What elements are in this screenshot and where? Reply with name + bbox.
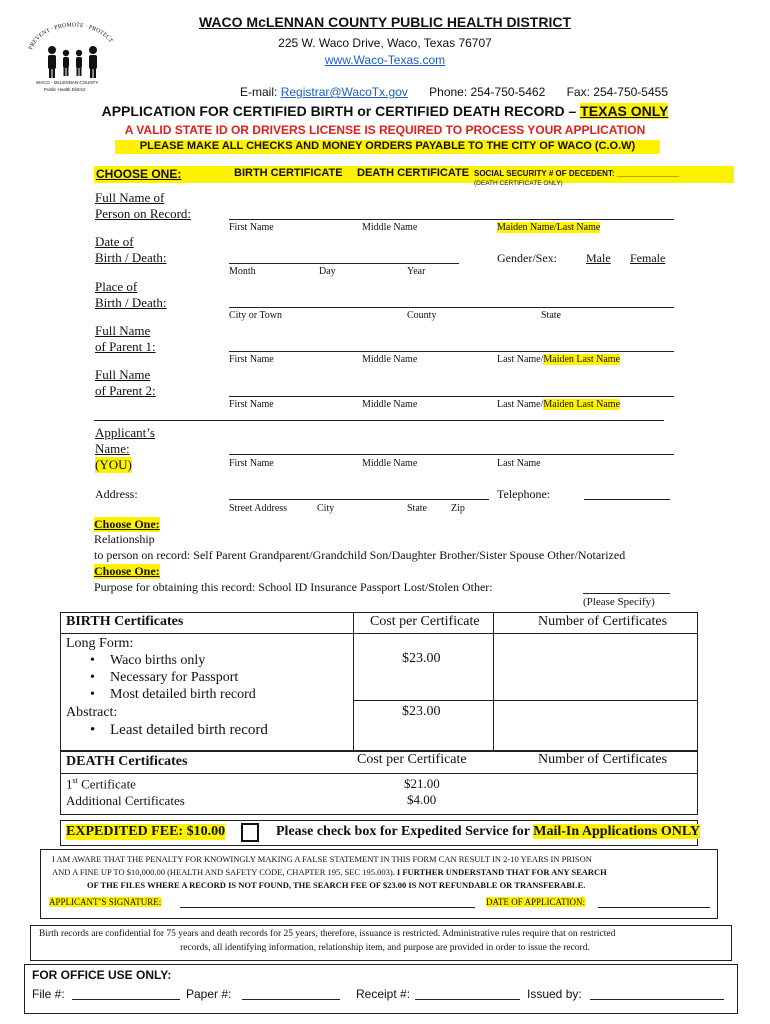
parent2-last-caption: Last Name/Maiden Last Name	[497, 399, 621, 410]
birth-count-input[interactable]	[495, 634, 695, 749]
parent2-line[interactable]	[229, 396, 674, 397]
abstract-list	[66, 722, 268, 739]
maiden-last-caption: Maiden Name/Last Name	[497, 222, 601, 233]
email-label: E-mail:	[240, 85, 278, 99]
state-caption: State	[541, 310, 561, 321]
parent2-first-caption: First Name	[229, 399, 274, 410]
middle-name-caption: Middle Name	[362, 222, 418, 233]
applicant-line[interactable]	[229, 454, 674, 455]
purpose-choose-label: Choose One:	[94, 564, 160, 578]
paper-line[interactable]	[242, 999, 340, 1000]
other-purpose-line[interactable]	[583, 593, 670, 594]
penalty-line2: AND A FINE UP TO $10,000.00 (HEALTH AND SAFETY CODE, CHAPTER 195, SEC 195.003). I FURTHER UNDERSTAND THAT FOR ANY SEARCH	[52, 867, 607, 877]
form-title	[0, 103, 770, 119]
file-line[interactable]	[72, 999, 180, 1000]
birth-certificate-option[interactable]: BIRTH CERTIFICATE	[234, 167, 343, 179]
first-certificate-label: 1st Certificate	[66, 776, 136, 792]
parent2-label: Full Name of Parent 2:	[95, 367, 156, 398]
place-line[interactable]	[229, 307, 674, 308]
ssn-field[interactable]: SOCIAL SECURITY # OF DECEDENT: ______________	[474, 169, 680, 178]
list-item: • Least detailed birth record	[66, 722, 268, 739]
death-cost-header: Cost per Certificate	[357, 752, 467, 767]
additional-certificates-label: Additional Certificates	[66, 793, 185, 808]
purpose-options[interactable]: Purpose for obtaining this record: School ID Insurance Passport Lost/Stolen Other:	[94, 580, 493, 594]
issued-line[interactable]	[590, 999, 724, 1000]
logo-arc-text: PREVENT · PROMOTE · PROTECT	[28, 22, 114, 51]
expedited-fee: EXPEDITED FEE: $10.00	[66, 824, 226, 839]
expedited-checkbox[interactable]	[241, 823, 259, 842]
logo-org-line1: WACO - McLENNAN COUNTY	[36, 80, 99, 85]
form-title-main: APPLICATION FOR CERTIFIED BIRTH or CERTIFIED DEATH RECORD –	[101, 103, 581, 119]
issued-label: Issued by:	[527, 987, 582, 1001]
full-name-label: Full Name of Person on Record:	[95, 190, 192, 221]
city-town-caption: City or Town	[229, 310, 283, 321]
year-caption: Year	[407, 266, 426, 277]
gender-label: Gender/Sex:	[497, 251, 557, 265]
signature-label: APPLICANT’S SIGNATURE:	[49, 897, 162, 907]
receipt-label: Receipt #:	[356, 987, 411, 1001]
telephone-line[interactable]	[584, 499, 670, 500]
street-caption: Street Address	[229, 503, 288, 514]
office-use-heading: FOR OFFICE USE ONLY:	[32, 968, 172, 982]
month-caption: Month	[229, 266, 256, 277]
org-name: WACO McLENNAN COUNTY PUBLIC HEALTH DISTRICT	[198, 14, 572, 30]
state2-caption: State	[407, 503, 427, 514]
city-caption: City	[317, 503, 335, 514]
birth-cost-header: Cost per Certificate	[370, 614, 480, 629]
list-item: • Necessary for Passport	[66, 669, 256, 686]
long-form-label: Long Form:	[66, 636, 134, 651]
org-address: 225 W. Waco Drive, Waco, Texas 76707	[278, 36, 492, 50]
fax-text: Fax: 254-750-5455	[566, 85, 668, 99]
id-notice: A VALID STATE ID OR DRIVERS LICENSE IS REQUIRED TO PROCESS YOUR APPLICATION	[124, 123, 646, 137]
ssn-note: (DEATH CERTIFICATE ONLY)	[474, 180, 563, 187]
telephone-label: Telephone:	[497, 487, 551, 501]
penalty-line1: I AM AWARE THAT THE PENALTY FOR KNOWINGLY MAKING A FALSE STATEMENT IN THIS FORM CAN RESULT IN 2-10 YEARS IN PRISON	[52, 854, 592, 864]
birth-heading: BIRTH Certificates	[66, 614, 184, 629]
date-label: Date of Birth / Death:	[95, 234, 167, 265]
long-form-cost: $23.00	[402, 651, 441, 666]
email-link[interactable]: Registrar@WacoTx.gov	[280, 85, 408, 99]
please-specify-caption: (Please Specify)	[583, 596, 655, 608]
female-option[interactable]: Female	[630, 251, 666, 265]
applicant-last-caption: Last Name	[497, 458, 541, 469]
checks-notice: PLEASE MAKE ALL CHECKS AND MONEY ORDERS PAYABLE TO THE CITY OF WACO (C.O.W)	[115, 140, 660, 154]
county-caption: County	[407, 310, 437, 321]
list-item: • Waco births only	[66, 652, 256, 669]
confidential-line1: Birth records are confidential for 75 years and death records for 25 years, therefore, issuance is restricted. Administrative rules require that on restricted	[39, 929, 616, 939]
texas-only-label: TEXAS ONLY	[580, 103, 669, 119]
address-label: Address:	[95, 487, 138, 501]
death-heading: DEATH Certificates	[66, 754, 188, 769]
signature-line[interactable]	[180, 907, 475, 908]
file-label: File #:	[32, 987, 65, 1001]
date-line[interactable]	[598, 907, 710, 908]
receipt-line[interactable]	[415, 999, 520, 1000]
applicant-label: Applicant’s Name: (YOU)	[95, 425, 155, 472]
applicant-middle-caption: Middle Name	[362, 458, 418, 469]
death-certificate-option[interactable]: DEATH CERTIFICATE	[357, 167, 470, 179]
section-divider	[94, 420, 664, 421]
parent1-last-caption: Last Name/Maiden Last Name	[497, 354, 621, 365]
parent1-label: Full Name of Parent 1:	[95, 323, 156, 354]
full-name-line[interactable]	[229, 219, 674, 220]
first-name-caption: First Name	[229, 222, 274, 233]
website-link[interactable]: www.Waco-Texas.com	[324, 53, 446, 67]
contact-line	[240, 85, 668, 99]
address-line[interactable]	[229, 499, 489, 500]
long-form-list	[66, 652, 256, 703]
male-option[interactable]: Male	[586, 251, 611, 265]
abstract-label: Abstract:	[66, 705, 118, 720]
list-item: • Most detailed birth record	[66, 686, 256, 703]
relationship-options[interactable]: to person on record: Self Parent Grandparent/Grandchild Son/Daughter Brother/Sister Spouse Other/Notarized	[94, 548, 626, 562]
phone-text: Phone: 254-750-5462	[429, 85, 546, 99]
parent1-first-caption: First Name	[229, 354, 274, 365]
choose-one-label: CHOOSE ONE:	[96, 167, 182, 181]
parent2-middle-caption: Middle Name	[362, 399, 418, 410]
penalty-line3: OF THE FILES WHERE A RECORD IS NOT FOUND, THE SEARCH FEE OF $23.00 IS NOT REFUNDABLE OR TRANSFERABLE.	[87, 880, 586, 890]
confidential-line2: records, all identifying information, relationship item, and purpose are provided in order to issue the record.	[180, 943, 590, 953]
paper-label: Paper #:	[186, 987, 232, 1001]
expedited-instructions: Please check box for Expedited Service for Mail-In Applications ONLY	[276, 824, 701, 839]
date-label: DATE OF APPLICATION:	[486, 897, 586, 907]
logo-org-line2: Public Health District	[44, 87, 86, 92]
relationship-choose-label: Choose One:	[94, 517, 160, 531]
applicant-first-caption: First Name	[229, 458, 274, 469]
relationship-label: Relationship	[94, 532, 155, 546]
additional-certificate-cost: $4.00	[407, 792, 437, 807]
date-line[interactable]	[229, 263, 459, 264]
abstract-cost: $23.00	[402, 704, 441, 719]
first-certificate-cost: $21.00	[404, 776, 440, 791]
death-count-input[interactable]	[495, 774, 695, 812]
zip-caption: Zip	[451, 503, 465, 514]
parent1-middle-caption: Middle Name	[362, 354, 418, 365]
parent1-line[interactable]	[229, 351, 674, 352]
place-label: Place of Birth / Death:	[95, 279, 167, 310]
birth-num-header: Number of Certificates	[538, 614, 668, 629]
day-caption: Day	[319, 266, 336, 277]
death-num-header: Number of Certificates	[538, 752, 668, 767]
